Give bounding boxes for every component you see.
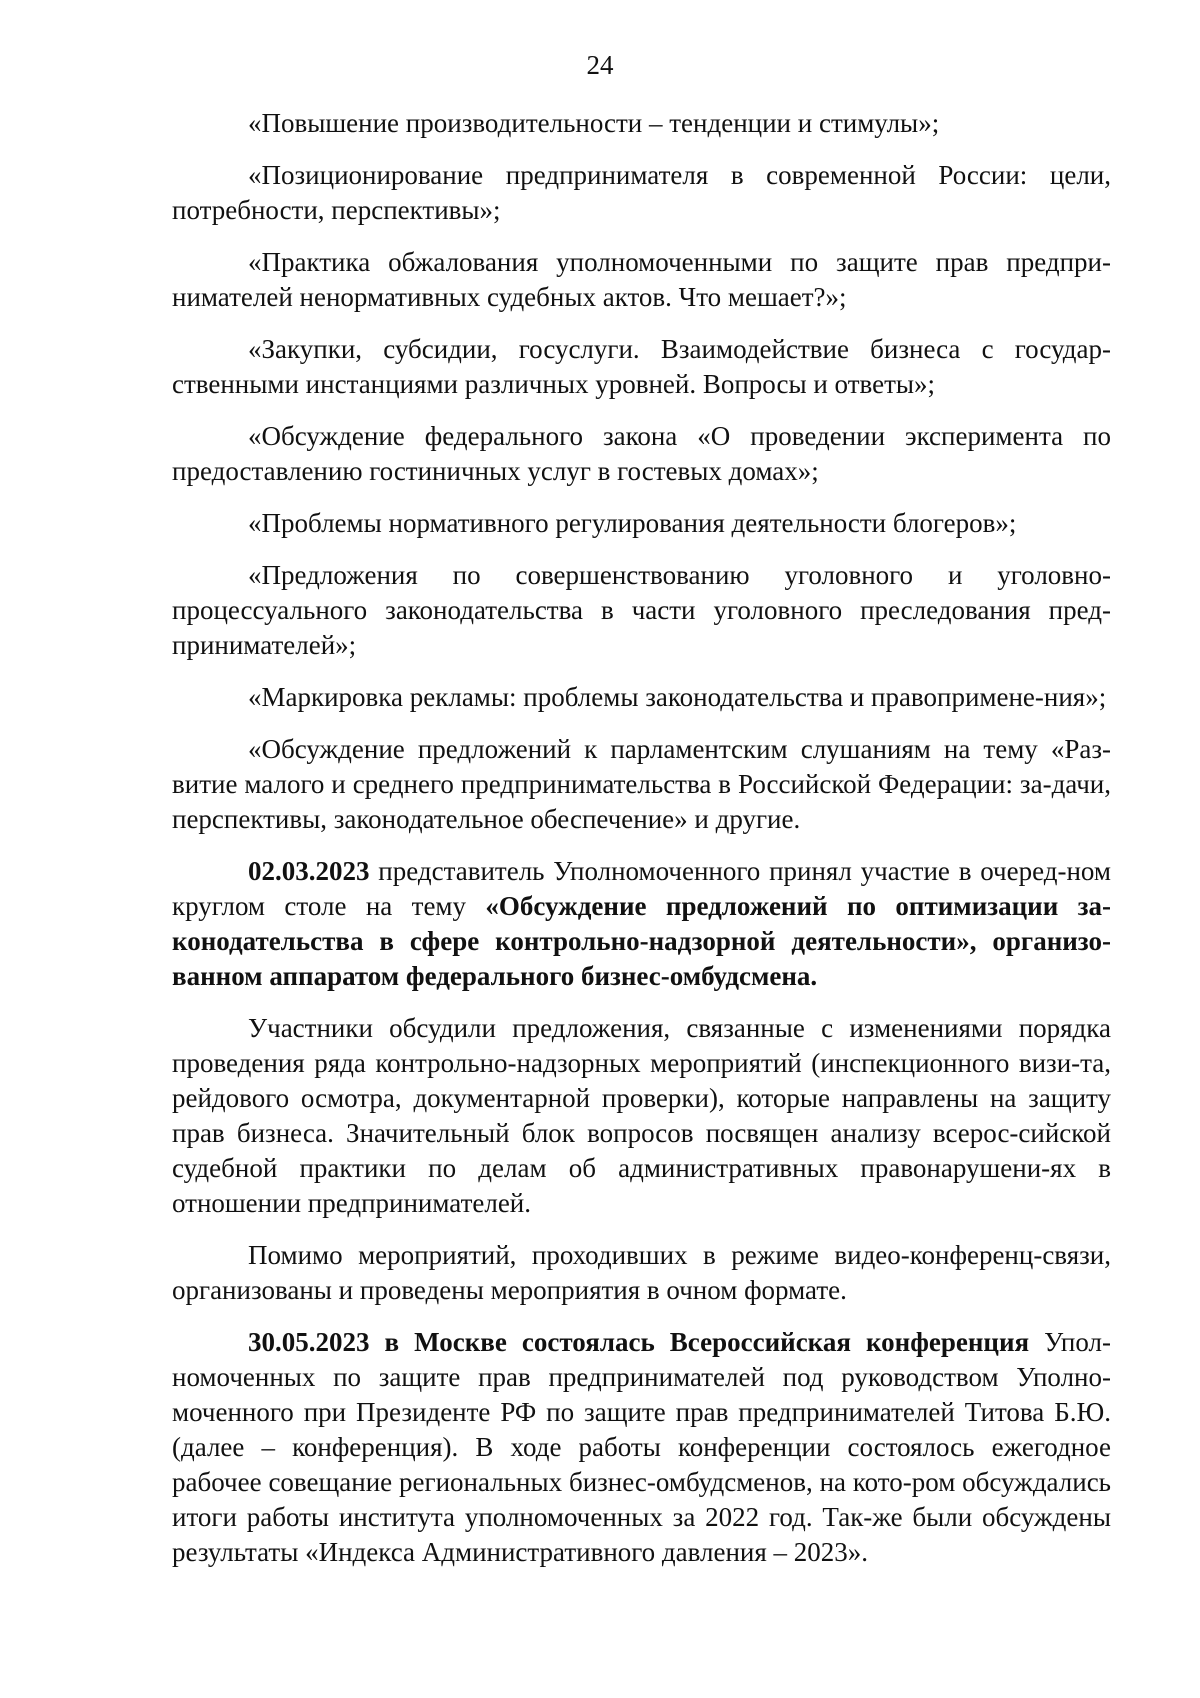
page-number: 24 — [586, 50, 614, 80]
document-body — [172, 106, 1111, 1570]
list-item: «Повышение производительности – тенденции и стимулы»; — [248, 108, 940, 138]
event-date: 02.03.2023 — [248, 856, 370, 886]
list-item: «Проблемы нормативного регулирования деятельности блогеров»; — [248, 508, 1017, 538]
event-paragraph-conference — [172, 1325, 1111, 1570]
conference-text: Упол-номоченных по защите прав предпринимателей под руководством Уполно-моченного при Президенте РФ по защите прав предпринимателей Титова Б.Ю. (далее – конференция). В ходе работы конференции состоялось ежегодное рабочее совещание региональных бизнес-омбудсменов, на кото-ром обсуждались итоги работы института уполномоченных за 2022 год. Так-же были обсуждены результаты «Индекса Административного давления – 2023». — [172, 1327, 1111, 1567]
event-text: представитель Уполномоченного принял участие в очеред-ном круглом столе на тему — [172, 856, 1111, 921]
event-paragraph-round-table — [172, 854, 1111, 994]
conference-lead: 30.05.2023 в Москве состоялась Всероссийская конференция — [248, 1327, 1030, 1357]
list-item: «Обсуждение федерального закона «О проведении эксперимента по предоставлению гостиничных услуг в гостевых домах»; — [172, 421, 1111, 486]
list-item: «Позиционирование предпринимателя в современной России: цели, потребности, перспективы»; — [172, 160, 1111, 225]
list-item: «Маркировка рекламы: проблемы законодательства и правопримене-ния»; — [248, 682, 1107, 712]
participants-paragraph: Участники обсудили предложения, связанные с изменениями порядка проведения ряда контрольно-надзорных мероприятий (инспекционного визи-та, рейдового осмотра, документарной проверки), которые направлены на защиту прав бизнеса. Значительный блок вопросов посвящен анализу всерос-сийской судебной практики по делам об административных правонарушени-ях в отношении предпринимателей. — [172, 1013, 1111, 1218]
event-title: «Обсуждение предложений по оптимизации за-конодательства в сфере контрольно-надзорной деятельности», организо-ванном аппаратом федерального бизнес-омбудсмена. — [172, 891, 1112, 991]
list-item: «Обсуждение предложений к парламентским слушаниям на тему «Раз-витие малого и среднего предпринимательства в Российской Федерации: за-дачи, перспективы, законодательное обеспечение» и другие. — [172, 734, 1111, 834]
list-item: «Практика обжалования уполномоченными по защите прав предпри-нимателей ненормативных судебных актов. Что мешает?»; — [172, 247, 1111, 312]
list-item: «Предложения по совершенствованию уголовного и уголовно-процессуального законодательства в части уголовного преследования пред-принимателей»; — [172, 560, 1111, 660]
in-person-events-paragraph: Помимо мероприятий, проходивших в режиме видео-конференц-связи, организованы и проведены мероприятия в очном формате. — [172, 1240, 1111, 1305]
list-item: «Закупки, субсидии, госуслуги. Взаимодействие бизнеса с государ-ственными инстанциями различных уровней. Вопросы и ответы»; — [172, 334, 1111, 399]
